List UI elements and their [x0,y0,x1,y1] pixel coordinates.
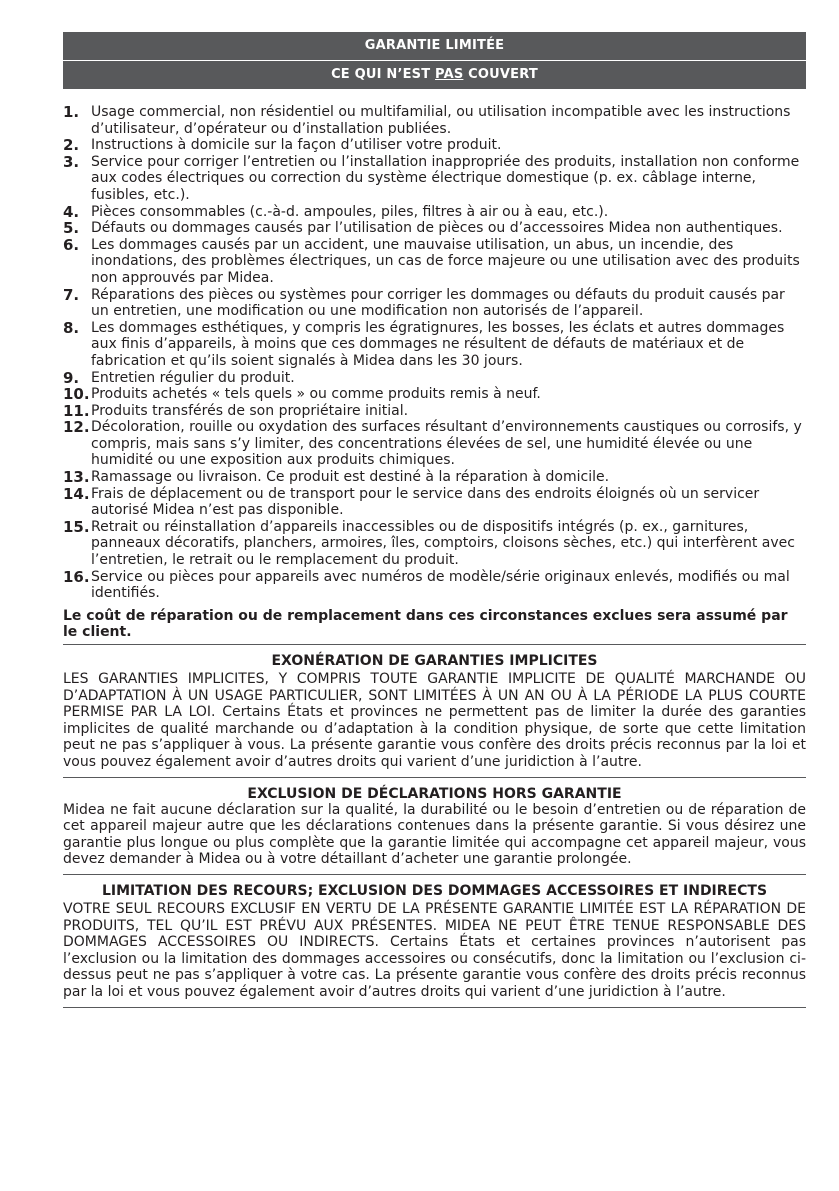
section-title-implied-warranties: EXONÉRATION DE GARANTIES IMPLICITES [271,653,598,669]
item-text: Service ou pièces pour appareils avec numéros de modèle/série originaux enlevés, modifiés ou mal identifiés. [91,568,790,602]
list-item [63,154,806,204]
item-text: Pièces consommables (c.-à-d. ampoules, piles, filtres à air ou à eau, etc.). [91,203,609,220]
item-text: Les dommages causés par un accident, une mauvaise utilisation, un abus, un incendie, des inondations, des problèmes électriques, un cas de force majeure ou une utilisation avec des produits non approuvés par Midea. [91,236,800,286]
item-text: Réparations des pièces ou systèmes pour corriger les dommages ou défauts du produit causés par un entretien, une modification ou une modification non autorisés de l’appareil. [91,286,785,320]
page-title [63,32,806,60]
item-number: 2. [63,136,80,155]
item-text: Usage commercial, non résidentiel ou multifamilial, ou utilisation incompatible avec les instructions d’utilisateur, d’opérateur ou d’installation publiées. [91,104,791,137]
item-text: Service pour corriger l’entretien ou l’installation inappropriée des produits, installation non conforme aux codes électriques ou correction du système électrique domestique (p. ex. câblage interne, fusibles, etc.). [91,153,800,203]
item-number: 8. [63,318,80,337]
page-title-text: GARANTIE LIMITÉE [364,38,505,53]
list-item [63,519,806,569]
item-number: 6. [63,235,80,254]
list-item [63,469,806,486]
page-subtitle [63,60,806,89]
list-item [63,237,806,287]
warranty-page [63,32,806,1008]
subtitle-text-after: COUVERT [463,67,538,82]
item-text: Produits achetés « tels quels » ou comme produits remis à neuf. [91,386,541,403]
item-number: 12. [63,418,90,437]
item-number: 4. [63,202,80,221]
item-number: 13. [63,468,90,487]
section-body-text: Midea ne fait aucune déclaration sur la qualité, la durabilité ou le besoin d’entretien ou de réparation de cet appareil majeur autre que les déclarations contenues dans la présente garantie. Si vous désirez une garantie plus longue ou plus complète que la garantie limitée qui accompagne cet appareil majeur, vous devez demander à Midea ou à votre détaillant d’acheter une garantie prolongée. [63,801,806,868]
item-number: 16. [63,567,90,586]
section-title-remedies: LIMITATION DES RECOURS; EXCLUSION DES DOMMAGES ACCESSOIRES ET INDIRECTS [101,882,768,899]
list-item [63,320,806,370]
section-caps-text: LES GARANTIES IMPLICITES, Y COMPRIS TOUTE GARANTIE IMPLICITE DE QUALITÉ MARCHANDE OU D’ADAPTATION À UN USAGE PARTICULIER, SONT LIMITÉES À UN AN OU À LA PÉRIODE LA PLUS COURTE PERMISE PAR LA LOI. [63,671,806,721]
item-number: 14. [63,484,90,503]
item-text: Ramassage ou livraison. Ce produit est destiné à la réparation à domicile. [91,469,610,486]
list-item [63,220,806,237]
section-title-representations: EXCLUSION DE DÉCLARATIONS HORS GARANTIE [247,785,622,802]
section-body-text: Certains États et certaines provinces n’autorisent pas l’exclusion ou la limitation des dommages accessoires ou consécutifs, donc la limitation ou l’exclusion ci-dessus peut ne pas s’appliquer à votre cas. La présente garantie vous confère des droits précis reconnus par la loi et vous pouvez également avoir d’autres droits qui varient d’une juridiction à l’autre. [63,934,806,1000]
item-text: Entretien régulier du produit. [91,369,295,386]
list-item [63,370,806,387]
subtitle-text-before: CE QUI N’EST [331,67,436,82]
item-number: 9. [63,368,80,387]
list-item [63,204,806,221]
item-text: Instructions à domicile sur la façon d’utiliser votre produit. [91,137,502,154]
section-body-implied-warranties [63,671,806,778]
list-item [63,486,806,519]
item-number: 1. [63,103,80,121]
list-item [63,403,806,420]
list-item [63,386,806,403]
list-item [63,569,806,602]
section-caps-text: VOTRE SEUL RECOURS EXCLUSIF EN VERTU DE LA PRÉSENTE GARANTIE LIMITÉE EST LA RÉPARATION DE PRODUITS, TEL QU’IL EST PRÉVU AUX PRÉSENTES. MIDEA NE PEUT ÊTRE TENUE RESPONSABLE DES DOMMAGES ACCESSOIRES OU INDIRECTS. [63,900,806,951]
section-body-representations [63,802,806,875]
list-item [63,104,806,137]
item-number: 5. [63,219,80,238]
item-text: Frais de déplacement ou de transport pour le service dans des endroits éloignés où un servicer autorisé Midea n’est pas disponible. [91,485,760,519]
item-number: 15. [63,517,90,536]
item-text: Produits transférés de son propriétaire initial. [91,402,409,419]
subtitle-text-underlined: PAS [435,67,464,82]
item-text: Retrait ou réinstallation d’appareils inaccessibles ou de dispositifs intégrés (p. ex., garnitures, panneaux décoratifs, planchers, armoires, îles, comptoirs, cloisons sèches, etc.) qui interfèrent avec l’entretien, le retrait ou le remplacement du produit. [91,518,795,569]
list-item [63,287,806,320]
section-body-text: Certains États et provinces ne permettent pas de limiter la durée des garanties implicites de qualité marchande ou d’adaptation à la condition physique, de sorte que cette limitation peut ne pas s’appliquer à vous. La présente garantie vous confère des droits précis reconnus par la loi et vous pouvez également avoir d’autres droits qui varient d’une juridiction à l’autre. [63,704,806,770]
item-number: 7. [63,285,80,304]
item-number: 3. [63,152,80,171]
item-number: 11. [63,401,90,420]
closing-statement: Le coût de réparation ou de remplacement dans ces circonstances exclues sera assumé par le client. [63,608,806,645]
exclusions-list [63,104,806,602]
item-text: Les dommages esthétiques, y compris les égratignures, les bosses, les éclats et autres dommages aux finis d’appareils, à moins que ces dommages ne résultent de défauts de matériaux et de fabrication et qu’ils soient signalés à Midea dans les 30 jours. [91,319,785,369]
list-item [63,419,806,469]
section-body-remedies [63,901,806,1008]
item-number: 10. [63,385,90,404]
item-text: Décoloration, rouille ou oxydation des surfaces résultant d’environnements caustiques ou corrosifs, y compris, mais sans s’y limiter, des concentrations élevées de sel, une humidité élevée ou une humidité ou une exposition aux produits chimiques. [91,419,802,469]
list-item [63,137,806,154]
item-text: Défauts ou dommages causés par l’utilisation de pièces ou d’accessoires Midea non authentiques. [91,220,783,237]
